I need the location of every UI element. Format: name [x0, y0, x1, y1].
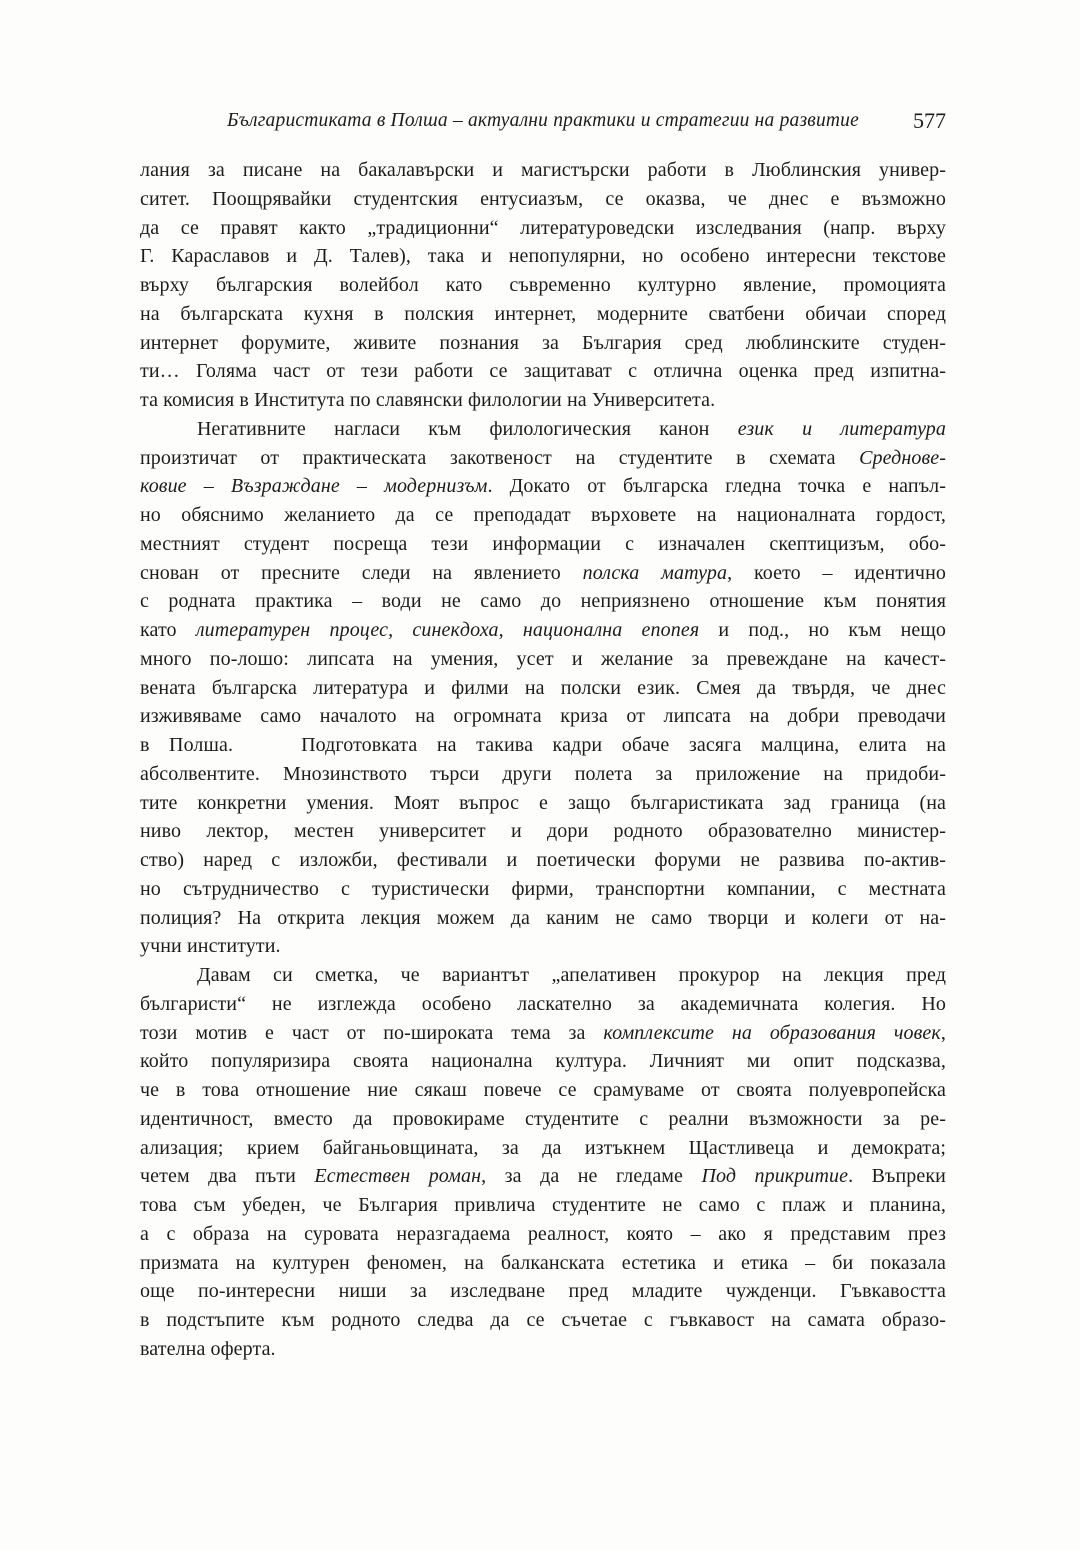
text-run: ти… Голяма част от тези работи се защитават с отлична оценка пред изпитна- [140, 360, 946, 383]
text-run: вателна оферта. [140, 1337, 276, 1360]
text-line [140, 1191, 946, 1220]
text-run: на българската кухня в полския интернет, модерните сватбени обичаи според [140, 302, 946, 325]
text-line [140, 1220, 946, 1249]
text-run: българисти“ не изглежда особено ласкателно за академичната колегия. Но [140, 992, 946, 1015]
text-run: като [140, 619, 196, 641]
text-run: да се правят както „традиционни“ литературоведски изследвания (напр. върху [140, 216, 946, 239]
text-line [140, 357, 946, 386]
text-run: снован от пресните следи на явлението [140, 561, 583, 584]
text-run: полиция? На открита лекция можем да каним не само творци и колеги от на- [140, 906, 946, 929]
text-line [140, 817, 946, 846]
text-run: идентичност, вместо да провокираме студентите с реални възможности за ре- [140, 1107, 946, 1130]
text-line [140, 185, 946, 214]
text-run: лания за писане на бакалавърски и магистърски работи в Люблинския универ- [140, 159, 946, 181]
text-line [140, 329, 946, 358]
text-run: учни институти. [140, 935, 281, 958]
italic-run: литературен процес, синекдоха, национална епопея [195, 619, 700, 641]
text-run: който популяризира своята национална култура. Личният ми опит подсказва, [140, 1050, 946, 1073]
page-number: 577 [913, 108, 946, 133]
text-run: в Полша. [140, 734, 234, 756]
body-text [140, 156, 946, 1364]
text-line [140, 731, 946, 760]
text-line [140, 904, 946, 933]
italic-run: полска матура [582, 561, 728, 584]
text-run: Г. Караславов и Д. Талев), така и непопулярни, но особено интересни текстове [140, 245, 946, 268]
text-line [140, 846, 946, 875]
text-run: Подготовката на такива кадри обаче засяга малцина, елита на [301, 734, 946, 756]
text-line [140, 1019, 946, 1048]
text-line [140, 1277, 946, 1306]
text-line [140, 472, 946, 501]
running-title: Българистиката в Полша – актуални практики и стратегии на развитие [227, 110, 859, 131]
text-run: абсолвентите. Мнозинството търси други полета за приложение на придоби- [140, 762, 946, 785]
italic-run: комплексите на образования човек [603, 1021, 941, 1044]
text-run: ство) наред с изложби, фестивали и поетически форуми не развива по-актив- [140, 849, 946, 871]
text-line [140, 1047, 946, 1076]
text-line [140, 444, 946, 473]
text-run: ниво лектор, местен университет и дори родното образователно министер- [140, 820, 946, 843]
text-run: върху българския волейбол като съвременно културно явление, промоцията [140, 274, 946, 296]
text-line [140, 501, 946, 530]
text-line [140, 789, 946, 818]
text-line [140, 1335, 946, 1364]
text-line [140, 760, 946, 789]
text-run: вената българска литература и филми на полски език. Смея да твърдя, че днес [140, 676, 946, 699]
text-run: изживяваме само началото на огромната криза от липсата на добри преводачи [140, 705, 946, 728]
text-run: Негативните нагласи към филологическия канон [197, 417, 738, 440]
text-line [140, 961, 946, 990]
text-line [140, 242, 946, 271]
text-line [140, 1249, 946, 1278]
text-run: това съм убеден, че България привлича студентите не само с плаж и планина, [140, 1194, 946, 1216]
text-line [140, 214, 946, 243]
text-run: ализация; крием байганьовщината, за да изтъкнем Щастливеца и демократа; [140, 1136, 946, 1159]
text-run: че в това отношение ние сякаш повече се срамуваме от своята полуевропейска [140, 1079, 946, 1101]
text-run: , за да не гледаме [481, 1165, 702, 1188]
text-line [140, 587, 946, 616]
text-run: но сътрудничество с туристически фирми, транспортни компании, с местната [140, 877, 946, 900]
text-run: произтичат от практическата закотвеност на студентите в схемата [140, 446, 860, 469]
text-line [140, 1076, 946, 1105]
text-run: но обяснимо желанието да се преподадат върховете на националната гордост, [140, 504, 946, 526]
text-line [140, 559, 946, 588]
text-line [140, 1105, 946, 1134]
text-run: местният студент посреща тези информации с изначален скептицизъм, обо- [140, 532, 946, 555]
italic-run: ковие – Възраждане – модернизъм [140, 475, 488, 498]
text-line [140, 645, 946, 674]
text-line [140, 702, 946, 731]
text-line [140, 616, 946, 645]
text-line [140, 530, 946, 559]
italic-run: език и литература [737, 417, 946, 440]
text-line [140, 674, 946, 703]
text-run: та комисия в Института по славянски филологии на Университета. [140, 389, 716, 411]
text-line [140, 1134, 946, 1163]
text-line [140, 271, 946, 300]
text-run: призмата на културен феномен, на балканската естетика и етика – би показала [140, 1251, 946, 1274]
text-line [140, 300, 946, 329]
text-line [140, 156, 946, 185]
text-line [140, 990, 946, 1019]
page-header [140, 110, 946, 136]
text-run: този мотив е част от по-широката тема за [140, 1021, 604, 1044]
text-run: още по-интересни ниши за изследване пред младите чужденци. Гъвкавостта [140, 1280, 946, 1303]
text-run: тите конкретни умения. Моят въпрос е защо българистиката зад граница (на [140, 791, 946, 814]
italic-run: Естествен роман [314, 1165, 482, 1188]
text-run: , [940, 1021, 946, 1044]
text-run: а с образа на суровата неразгадаема реалност, която – ако я представим през [140, 1222, 946, 1245]
text-run: много по-лошо: липсата на умения, усет и желание за превеждане на качест- [140, 647, 946, 670]
text-run: в подстъпите към родното следва да се съчетае с гъвкавост на самата образо- [140, 1309, 946, 1331]
text-run: . Докато от българска гледна точка е напъл- [487, 475, 946, 498]
italic-run: Среднове- [859, 446, 946, 469]
text-run: интернет форумите, живите познания за България сред люблинските студен- [140, 331, 946, 354]
text-run: . Въпреки [848, 1165, 946, 1188]
text-run: , което – идентично [727, 561, 946, 584]
text-line [140, 1162, 946, 1191]
italic-run: Под прикритие [701, 1165, 849, 1188]
text-run: Давам си сметка, че вариантът „апелативен прокурор на лекция пред [197, 964, 946, 986]
text-run: ситет. Поощрявайки студентския ентусиазъм, се оказва, че днес е възможно [140, 187, 946, 210]
text-line [140, 932, 946, 961]
text-line [140, 875, 946, 904]
text-line [140, 1306, 946, 1335]
text-line [140, 386, 946, 415]
text-line [140, 415, 946, 444]
text-run: и под., но към нещо [699, 619, 946, 641]
text-run: четем два пъти [140, 1165, 315, 1188]
text-run: с родната практика – води не само до неприязнено отношение към понятия [140, 590, 946, 613]
